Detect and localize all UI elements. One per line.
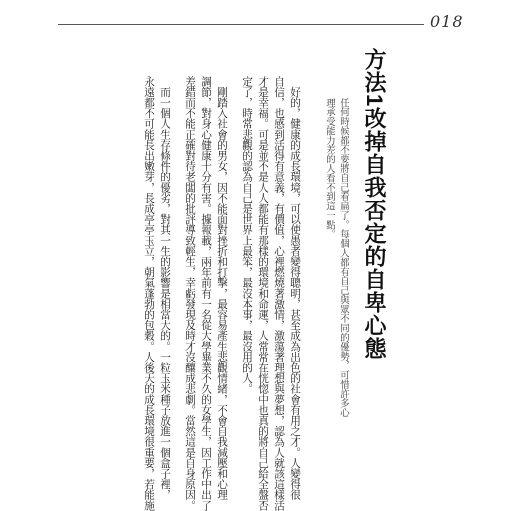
body-text-line: 而一個人生存條件的優劣，對其一生的影響是相當大的。一粒玉米種子放進一個盒子裡， xyxy=(159,76,171,500)
page-number: 018 xyxy=(430,12,464,31)
body-text-line: 差錯而不能正確對待老闆的批評導致輕生，幸虧發現及時才沒釀成悲劇。當然這是自身原因。 xyxy=(184,76,196,511)
header-rule xyxy=(58,24,424,25)
body-text-line: 剛踏入社會的男女，因不能面對挫折和打擊，最容易產生悲觀情緒，不會自我減壓和心理 xyxy=(216,76,228,500)
body-text-line: 好的，健康的成長環境，可以使愚者變得聰明，甚至成為出色的社會有用之才。人變得很 xyxy=(289,76,301,500)
body-text-line: 永遠都不可能長出嫩芽，長成亭亭玉立，朝氣蓬勃的包穀。人後天的成長環境很重要，若能施 xyxy=(143,76,155,511)
body-text-line: 自信，也感到活得有意義，有價值，心裡燃燒著激情，激蕩著理想與夢想，認為人就該這樣活 xyxy=(273,76,285,511)
epigraph-line: 理承受能力差的人看不到這一點。 xyxy=(324,98,335,239)
body-text-line: 才是幸福。可是並不是人人都能有那樣的環境和命運，人常常在恍惚中也真的將自己給全盤否 xyxy=(257,76,269,511)
title-text: 改掉自我否定的自卑心態 xyxy=(361,107,387,361)
body-text-line: 調節，對身心健康十分有害。據報載，兩年前有一名從大學畢業不久的女學生，因工作中出了 xyxy=(200,76,212,511)
title-prefix: 方法 xyxy=(361,48,387,94)
epigraph-line: 任何時候都不要將自己看扁了。每個人都有自己與眾不同的優勢，可惜許多心 xyxy=(338,98,349,418)
title-number: 1 xyxy=(362,94,387,108)
body-text-line: 定了，時常悲觀的認為自己是世界上最笨，最沒本事，最沒用的人。 xyxy=(241,76,253,394)
chapter-title xyxy=(361,48,387,360)
